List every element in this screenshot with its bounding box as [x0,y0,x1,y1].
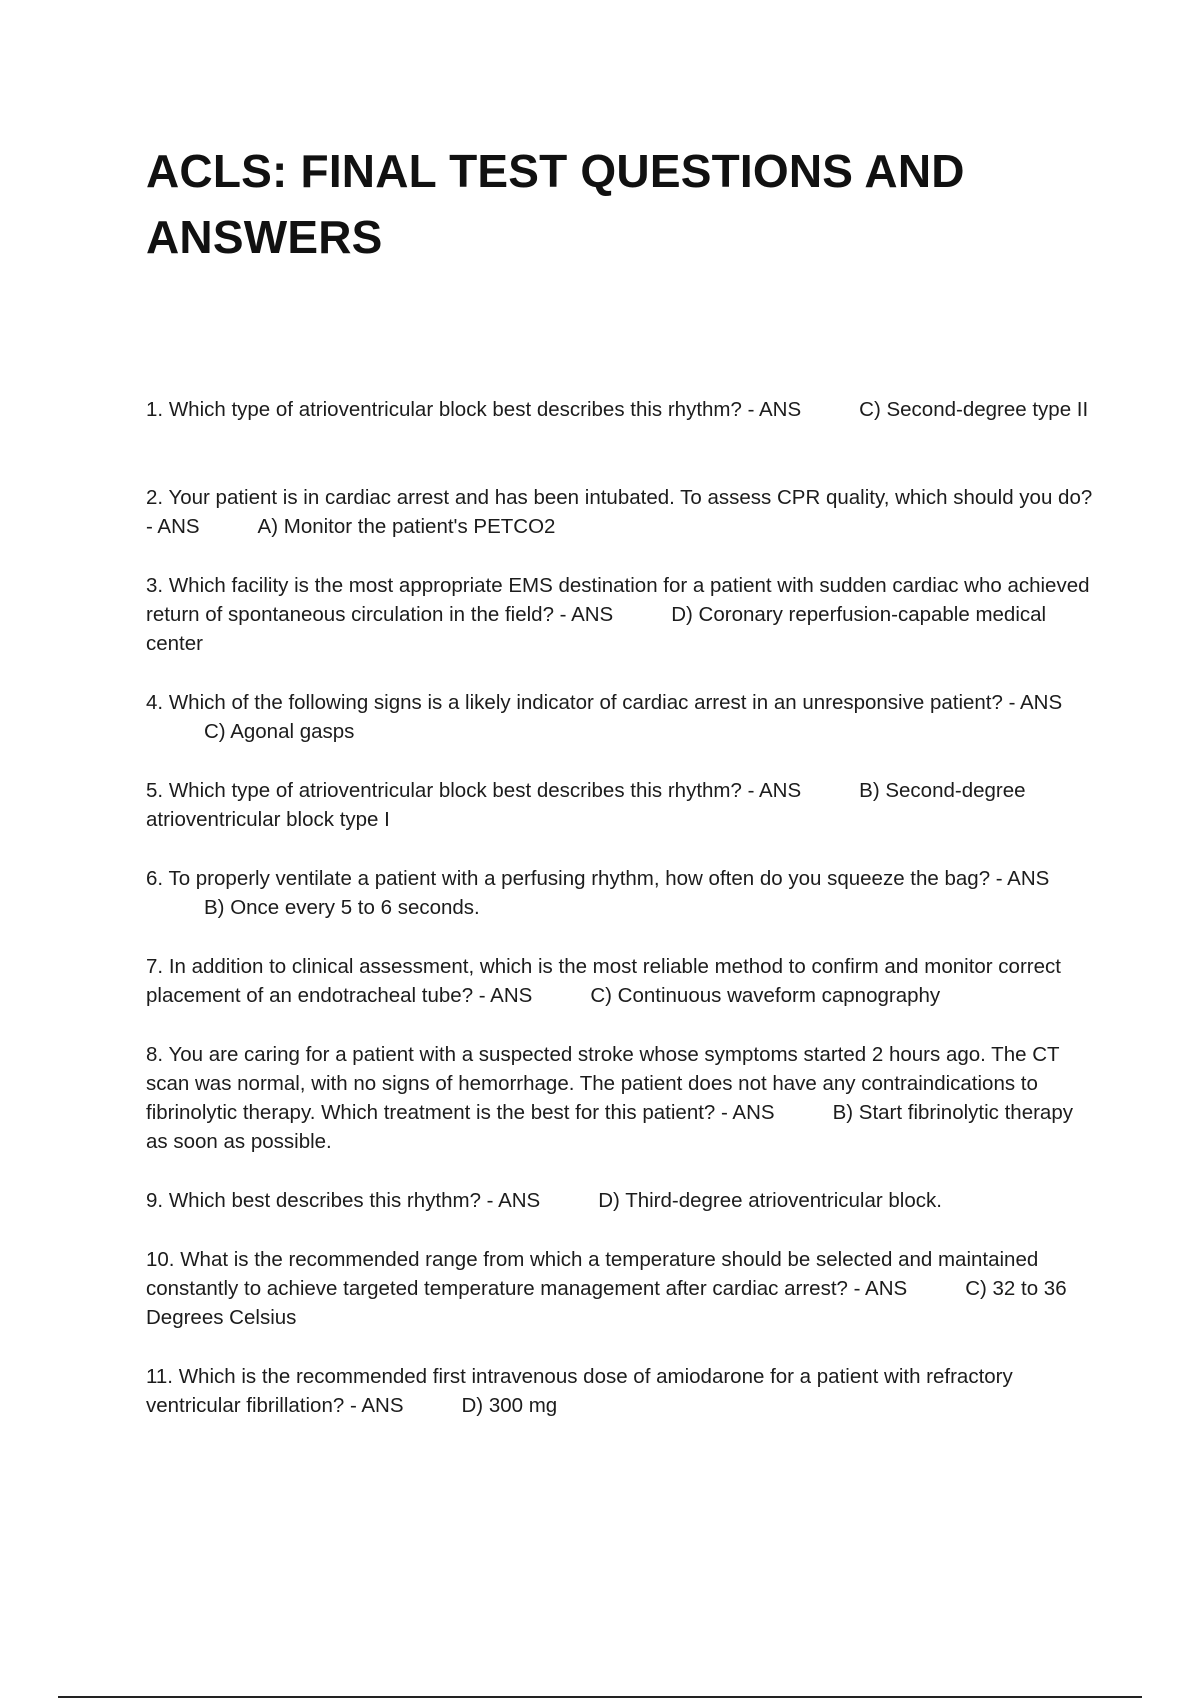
question-number: 7. [146,955,164,978]
answer-text: C) Second-degree type II [859,398,1089,421]
answer-text: D) 300 mg [461,1394,558,1417]
question-item [146,571,1096,658]
question-item [146,1245,1096,1332]
question-number: 11. [146,1365,173,1388]
question-text: Which facility is the most appropriate EMS destination for a patient with sudden cardiac who achieved return of spontaneous circulation in the field? - ANS [146,574,1090,626]
question-text: Which is the recommended first intravenous dose of amiodarone for a patient with refractory ventricular fibrillation? - ANS [146,1365,1013,1417]
answer-text: C) 32 to 36 Degrees Celsius [146,1277,1067,1329]
question-item [146,1362,1096,1420]
question-text: Which type of atrioventricular block best describes this rhythm? - ANS [168,398,802,421]
answer-text: B) Second-degree atrioventricular block type I [146,779,1026,831]
footer-divider [58,1696,1142,1698]
question-item [146,1186,1096,1215]
question-text: You are caring for a patient with a suspected stroke whose symptoms started 2 hours ago. The CT scan was normal, with no signs of hemorrhage. The patient does not have any contraindications to fibrinolytic therapy. Which treatment is the best for this patient? - ANS [146,1043,1060,1124]
question-number: 5. [146,779,164,802]
answer-text: B) Start fibrinolytic therapy as soon as possible. [146,1101,1073,1153]
question-number: 3. [146,574,164,597]
question-number: 2. [146,486,164,509]
question-number: 10. [146,1248,175,1271]
question-text: Which best describes this rhythm? - ANS [168,1189,541,1212]
question-number: 9. [146,1189,164,1212]
question-text: Which type of atrioventricular block best describes this rhythm? - ANS [168,779,802,802]
question-item [146,483,1096,541]
question-text: In addition to clinical assessment, which is the most reliable method to confirm and monitor correct placement of an endotracheal tube? - ANS [146,955,1061,1007]
question-item [146,952,1096,1010]
question-text: What is the recommended range from which a temperature should be selected and maintained constantly to achieve targeted temperature management after cardiac arrest? - ANS [146,1248,1039,1300]
answer-text: D) Third-degree atrioventricular block. [598,1189,942,1212]
question-item [146,776,1096,834]
question-item [146,864,1096,922]
question-number: 1. [146,398,164,421]
question-text: Your patient is in cardiac arrest and has been intubated. To assess CPR quality, which should you do? - ANS [146,486,1093,538]
document-title: ACLS: FINAL TEST QUESTIONS AND ANSWERS [146,145,965,263]
question-number: 8. [146,1043,164,1066]
question-text: Which of the following signs is a likely indicator of cardiac arrest in an unresponsive patient? - ANS [168,691,1063,714]
answer-text: C) Agonal gasps [204,720,355,743]
question-number: 4. [146,691,164,714]
answer-text: B) Once every 5 to 6 seconds. [204,896,480,919]
answer-text: A) Monitor the patient's PETCO2 [257,515,556,538]
question-text: To properly ventilate a patient with a perfusing rhythm, how often do you squeeze the bag? - ANS [168,867,1050,890]
question-item [146,1040,1096,1156]
question-number: 6. [146,867,164,890]
question-item [146,688,1096,746]
question-item [146,395,1096,424]
answer-text: C) Continuous waveform capnography [590,984,941,1007]
answer-text: D) Coronary reperfusion-capable medical center [146,603,1047,655]
